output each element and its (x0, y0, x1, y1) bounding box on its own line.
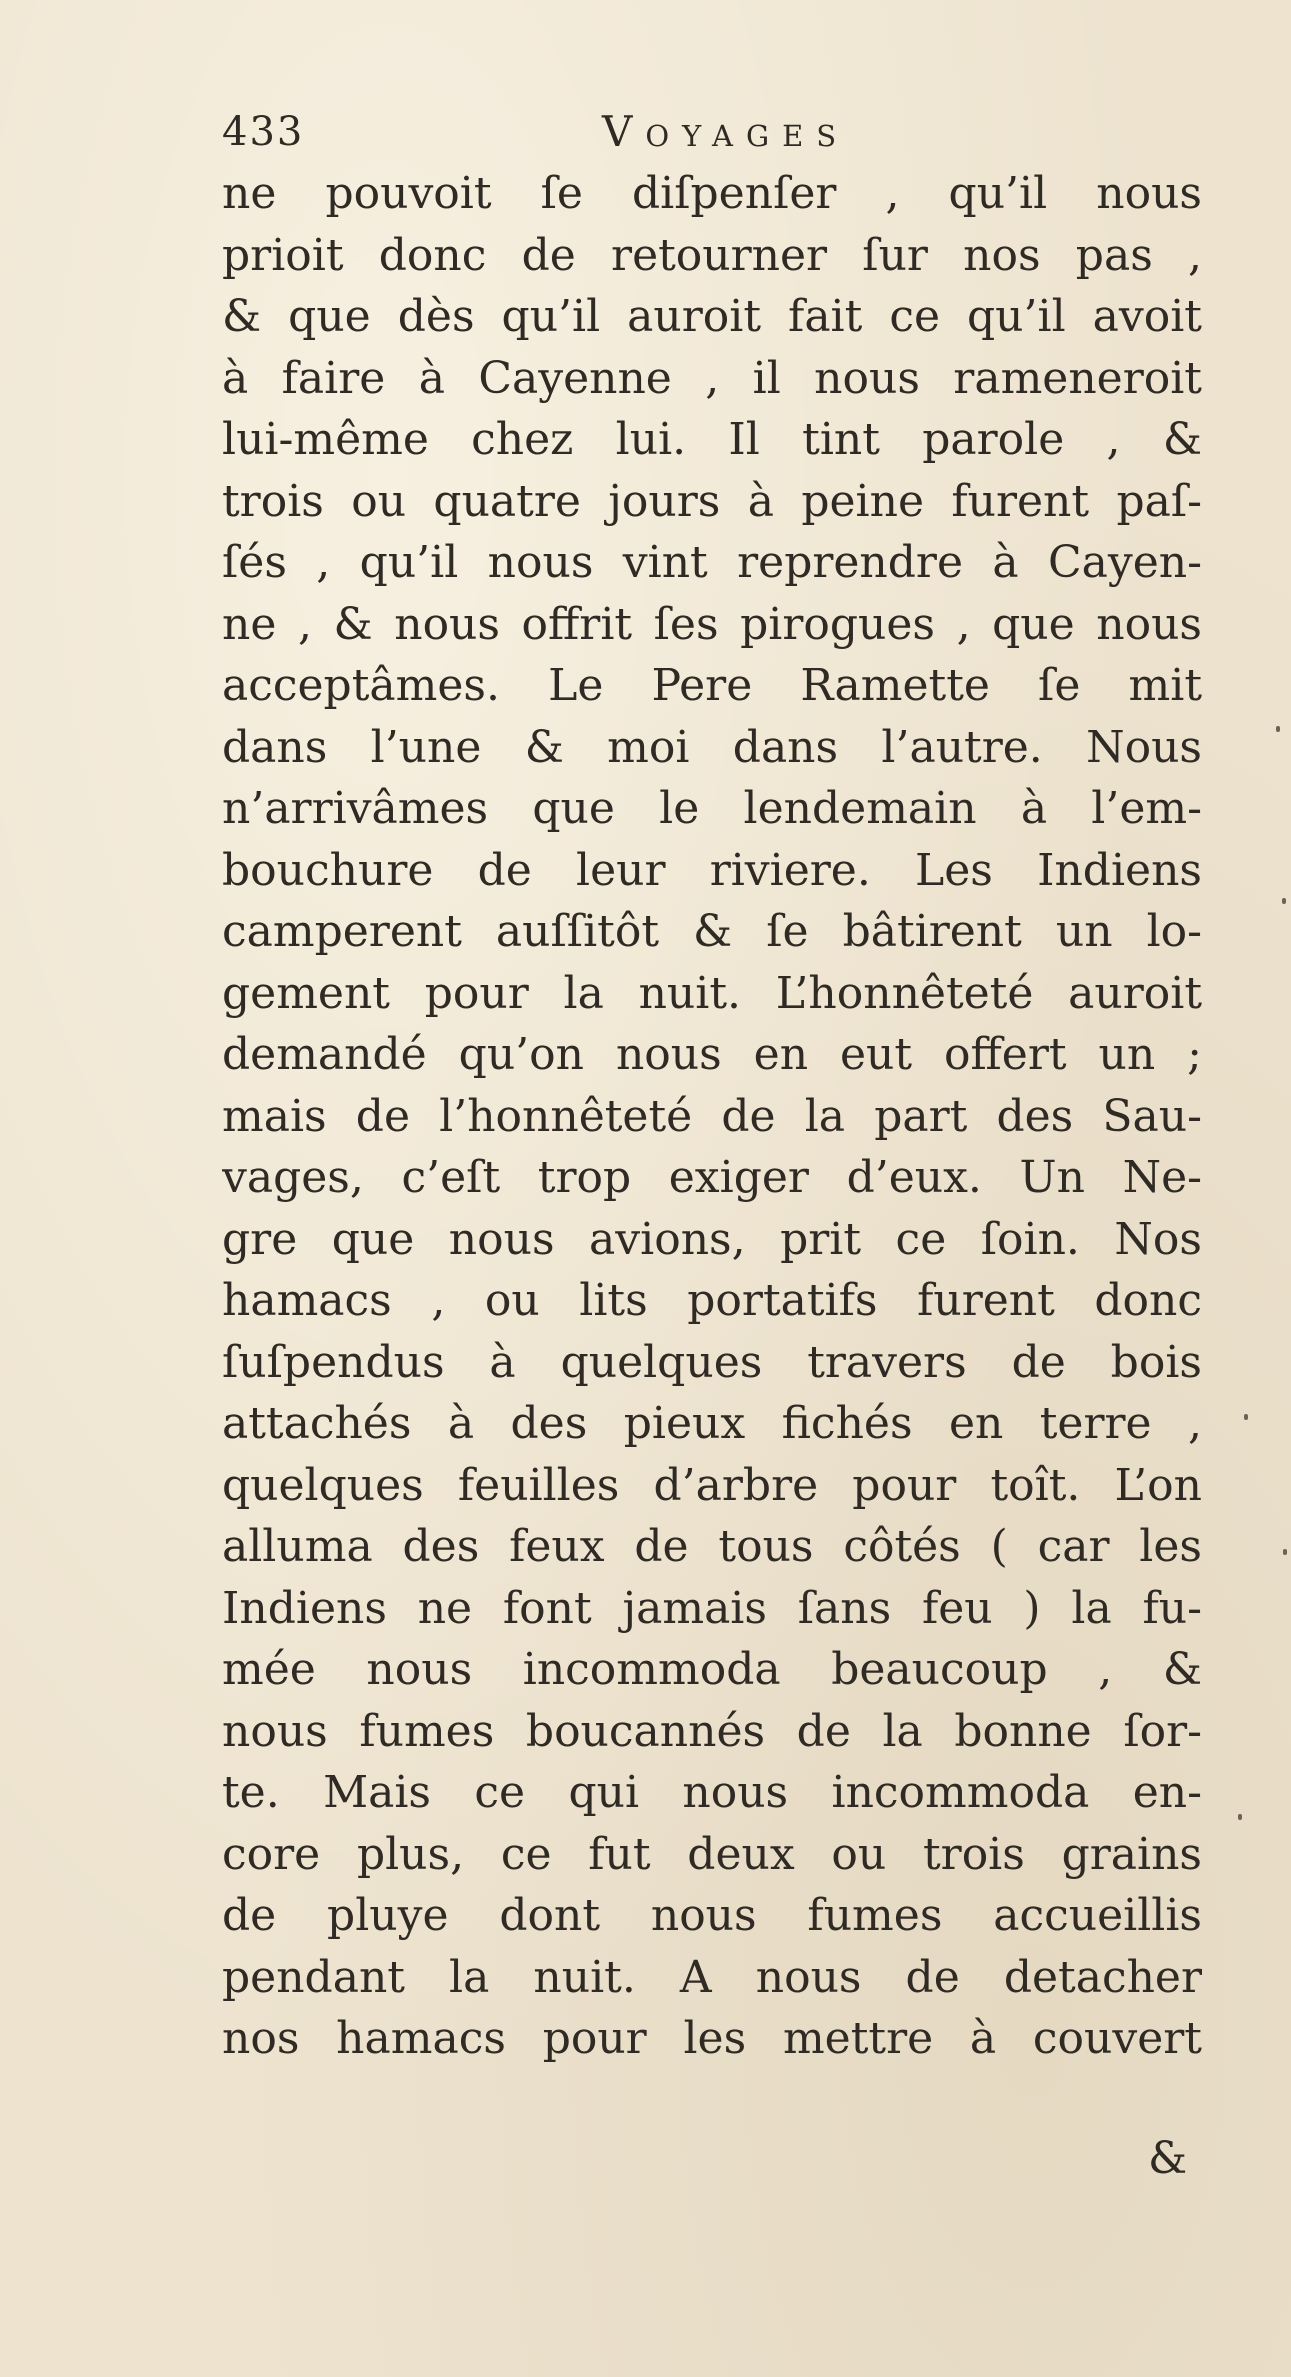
text-line: acceptâmes. Le Pere Ramette ſe mit (222, 660, 1202, 711)
paper-speck (1283, 1549, 1287, 1555)
paper-speck (1276, 726, 1280, 732)
text-line: camperent auſſitôt & ſe bâtirent un lo- (222, 906, 1202, 957)
text-line: gement pour la nuit. L’honnêteté auroit (222, 967, 1202, 1019)
text-line: dans l’une & moi dans l’autre. Nous (222, 721, 1202, 773)
paper-speck (1282, 898, 1286, 904)
paper-speck (1238, 1814, 1242, 1820)
text-line: ne , & nous offrit ſes pirogues , que nous (222, 598, 1202, 650)
text-line: pendant la nuit. A nous de detacher (222, 1951, 1202, 2003)
text-line: lui-même chez lui. Il tint parole , & (222, 414, 1202, 465)
text-line: nous fumes boucannés de la bonne ſor- (222, 1705, 1202, 1757)
text-line: Indiens ne font jamais ſans feu ) la fu- (222, 1582, 1202, 1634)
text-line: gre que nous avions, prit ce ſoin. Nos (222, 1213, 1202, 1265)
text-line: de pluye dont nous fumes accueillis (222, 1890, 1202, 1941)
text-line: ne pouvoit ſe diſpenſer , qu’il nous (222, 168, 1202, 219)
text-line: nos hamacs pour les mettre à couvert (222, 2013, 1202, 2064)
body-text (222, 163, 1202, 2070)
text-line: attachés à des pieux fichés en terre , (222, 1398, 1202, 1449)
paper-speck (1244, 1414, 1248, 1420)
text-line: n’arrivâmes que le lendemain à l’em- (222, 783, 1202, 834)
text-line: trois ou quatre jours à peine furent paſ- (222, 475, 1202, 527)
text-line: à faire à Cayenne , il nous rameneroit (222, 352, 1202, 404)
catchword: & (1148, 2133, 1188, 2184)
text-line: mée nous incommoda beaucoup , & (222, 1644, 1202, 1695)
page-number: 433 (222, 109, 305, 155)
text-line: hamacs , ou lits portatifs furent donc (222, 1275, 1202, 1326)
text-line: quelques feuilles d’arbre pour toît. L’on (222, 1459, 1202, 1511)
text-line: & que dès qu’il auroit fait ce qu’il avoit (222, 291, 1202, 342)
running-title: Voyages (602, 107, 850, 156)
text-line: te. Mais ce qui nous incommoda en- (222, 1767, 1202, 1818)
text-line: mais de l’honnêteté de la part des Sau- (222, 1090, 1202, 1142)
text-line: ſuſpendus à quelques travers de bois (222, 1336, 1202, 1388)
text-line: demandé qu’on nous en eut offert un ; (222, 1029, 1202, 1080)
text-line: core plus, ce fut deux ou trois grains (222, 1828, 1202, 1880)
text-line: alluma des feux de tous côtés ( car les (222, 1521, 1202, 1572)
text-line: ſés , qu’il nous vint reprendre à Cayen- (222, 537, 1202, 588)
text-line: bouchure de leur riviere. Les Indiens (222, 844, 1202, 896)
running-head (222, 108, 1222, 156)
text-line: vages, c’eſt trop exiger d’eux. Un Ne- (222, 1152, 1202, 1203)
text-line: prioit donc de retourner ſur nos pas , (222, 229, 1202, 281)
